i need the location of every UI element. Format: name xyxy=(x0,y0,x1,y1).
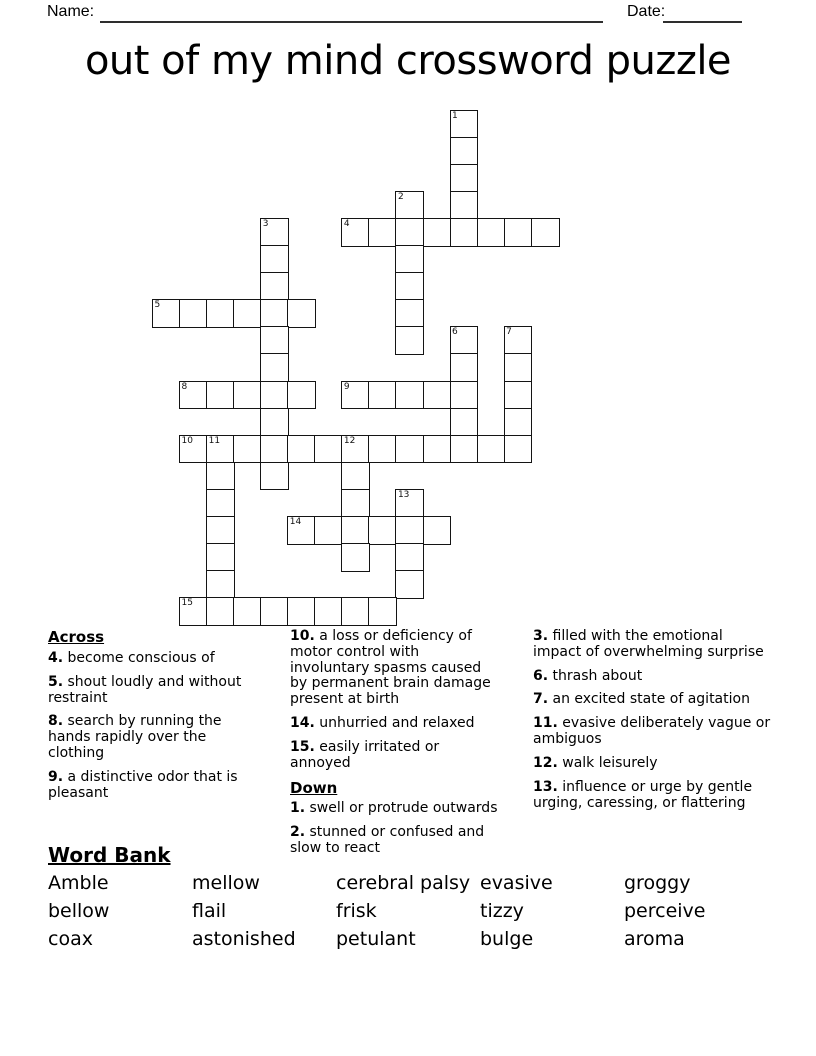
grid-cell[interactable] xyxy=(368,516,397,545)
word-bank-heading: Word Bank xyxy=(48,843,171,867)
grid-cell-number: 12 xyxy=(343,435,356,446)
grid-cell[interactable] xyxy=(450,408,479,437)
grid-cell-number: 5 xyxy=(154,300,161,311)
grid-cell[interactable] xyxy=(287,516,316,545)
grid-cell[interactable] xyxy=(206,597,235,626)
grid-cell[interactable] xyxy=(341,489,370,518)
grid-cell[interactable] xyxy=(450,110,479,139)
clue-number: 9. xyxy=(48,768,64,785)
clue-number: 15. xyxy=(290,738,315,755)
word-bank-word: mellow xyxy=(192,872,260,894)
grid-cell[interactable] xyxy=(206,299,235,328)
clue-number: 4. xyxy=(48,649,64,666)
clues-section-heading: Down xyxy=(290,778,338,797)
grid-cell[interactable] xyxy=(233,435,262,464)
grid-cell[interactable] xyxy=(368,435,397,464)
grid-cell-number: 7 xyxy=(506,327,512,338)
grid-cell[interactable] xyxy=(504,408,533,437)
grid-cell[interactable] xyxy=(260,326,289,355)
grid-cell[interactable] xyxy=(368,381,397,410)
grid-cell[interactable] xyxy=(395,191,424,220)
word-bank-word: perceive xyxy=(624,900,706,922)
word-bank-word: tizzy xyxy=(480,900,524,922)
clue-number: 13. xyxy=(533,778,558,795)
clue-number: 1. xyxy=(290,800,306,817)
grid-cell-number: 8 xyxy=(181,381,188,392)
grid-cell[interactable] xyxy=(450,435,479,464)
clue-number: 7. xyxy=(533,691,549,708)
grid-cell-number: 3 xyxy=(262,219,269,230)
grid-cell[interactable] xyxy=(260,218,289,247)
grid-cell-number: 15 xyxy=(181,597,193,608)
clue: 13. influence or urge by gentle urging, caressing, or flattering xyxy=(533,778,753,811)
grid-cell[interactable] xyxy=(341,381,370,410)
grid-cell[interactable] xyxy=(206,381,235,410)
grid-cell[interactable] xyxy=(206,570,235,599)
word-bank-word: Amble xyxy=(48,872,109,894)
grid-cell[interactable] xyxy=(477,218,506,247)
grid-cell[interactable] xyxy=(260,245,289,274)
clue: 1. swell or protrude outwards xyxy=(290,800,498,817)
grid-cell[interactable] xyxy=(450,191,479,220)
grid-cell[interactable] xyxy=(395,570,424,599)
word-bank-word: frisk xyxy=(336,900,377,922)
grid-cell-number: 13 xyxy=(397,489,410,500)
page-title: out of my mind crossword puzzle xyxy=(84,38,732,84)
clue-number: 10. xyxy=(290,628,315,644)
grid-cell[interactable] xyxy=(287,381,316,410)
grid-cell[interactable] xyxy=(423,435,452,464)
grid-cell-number: 14 xyxy=(289,516,302,527)
grid-cell[interactable] xyxy=(206,543,235,572)
date-label: Date: xyxy=(627,3,666,20)
grid-cell[interactable] xyxy=(504,326,533,355)
grid-cell[interactable] xyxy=(423,381,452,410)
clue: 12. walk leisurely xyxy=(533,754,658,771)
grid-cell[interactable] xyxy=(260,408,289,437)
clue: 4. become conscious of xyxy=(48,649,215,666)
name-label: Name: xyxy=(47,3,95,20)
grid-cell[interactable] xyxy=(206,435,235,464)
grid-cell-number: 4 xyxy=(343,219,350,230)
grid-cell[interactable] xyxy=(395,245,424,274)
grid-cell[interactable] xyxy=(450,326,479,355)
grid-cell[interactable] xyxy=(423,218,452,247)
clue: 14. unhurried and relaxed xyxy=(290,715,475,732)
word-bank-word: aroma xyxy=(624,928,685,950)
grid-cell[interactable] xyxy=(423,516,452,545)
clue-number: 2. xyxy=(290,824,306,841)
grid-cell[interactable] xyxy=(314,435,343,464)
grid-cell[interactable] xyxy=(450,218,479,247)
clue: 3. filled with the emotional impact of overwhelming surprise xyxy=(533,628,764,660)
grid-cell[interactable] xyxy=(395,299,424,328)
clue-column xyxy=(48,629,265,809)
grid-cell[interactable] xyxy=(477,435,506,464)
grid-cell[interactable] xyxy=(395,272,424,301)
grid-cell[interactable] xyxy=(341,435,370,464)
clue-number: 8. xyxy=(48,713,64,730)
grid-cell[interactable] xyxy=(395,489,424,518)
grid-cell-number: 9 xyxy=(343,381,350,392)
clue-number: 6. xyxy=(533,667,549,684)
grid-cell[interactable] xyxy=(287,299,316,328)
grid-cell[interactable] xyxy=(260,435,289,464)
grid-cell[interactable] xyxy=(395,381,424,410)
grid-cell[interactable] xyxy=(341,218,370,247)
word-bank-word: petulant xyxy=(336,928,416,950)
grid-cell[interactable] xyxy=(179,435,208,464)
clue-number: 12. xyxy=(533,754,558,771)
grid-cell[interactable] xyxy=(233,597,262,626)
clue-number: 14. xyxy=(290,715,315,732)
grid-cell[interactable] xyxy=(395,326,424,355)
clue-column xyxy=(290,629,502,865)
grid-cell[interactable] xyxy=(206,489,235,518)
grid-cell[interactable] xyxy=(152,299,181,328)
grid-cell[interactable] xyxy=(260,299,289,328)
grid-cell[interactable] xyxy=(504,435,533,464)
grid-cell[interactable] xyxy=(179,597,208,626)
grid-cell[interactable] xyxy=(206,516,235,545)
grid-cell-number: 2 xyxy=(397,192,404,203)
clue-number: 5. xyxy=(48,673,64,690)
grid-cell[interactable] xyxy=(341,543,370,572)
grid-cell[interactable] xyxy=(450,137,479,166)
grid-cell[interactable] xyxy=(504,353,533,382)
grid-cell[interactable] xyxy=(179,299,208,328)
clue: 10. a loss or deficiency of motor control with involuntary spasms caused by permanent brain damage present at birth xyxy=(290,628,491,708)
word-bank-word: groggy xyxy=(624,872,691,894)
grid-cell-number: 6 xyxy=(452,327,458,338)
grid-cell[interactable] xyxy=(341,516,370,545)
grid-cell[interactable] xyxy=(260,597,289,626)
grid-cell[interactable] xyxy=(260,353,289,382)
clue: 8. search by running the hands rapidly over the clothing xyxy=(48,713,222,761)
clue: 5. shout loudly and without restraint xyxy=(48,673,242,706)
word-bank-word: flail xyxy=(192,900,227,922)
grid-cell-number: 1 xyxy=(452,111,458,121)
grid-cell[interactable] xyxy=(287,435,316,464)
grid-cell[interactable] xyxy=(450,353,479,382)
clue-number: 11. xyxy=(533,715,558,732)
grid-cell[interactable] xyxy=(341,462,370,491)
grid-cell[interactable] xyxy=(260,381,289,410)
word-bank-word: bulge xyxy=(480,928,534,950)
clues-section-heading: Across xyxy=(48,628,105,646)
grid-cell[interactable] xyxy=(450,164,479,193)
word-bank-word: cerebral palsy xyxy=(336,872,471,894)
grid-cell[interactable] xyxy=(368,597,397,626)
grid-cell[interactable] xyxy=(368,218,397,247)
grid-cell-number: 10 xyxy=(181,435,193,446)
clue-number: 3. xyxy=(533,628,549,644)
grid-cell[interactable] xyxy=(531,218,560,247)
word-bank-words xyxy=(48,872,768,956)
grid-cell[interactable] xyxy=(233,381,262,410)
grid-cell[interactable] xyxy=(450,381,479,410)
grid-cell[interactable] xyxy=(260,462,289,491)
clue-column xyxy=(533,629,773,819)
grid-cell[interactable] xyxy=(395,218,424,247)
grid-cell[interactable] xyxy=(504,381,533,410)
grid-cell[interactable] xyxy=(206,462,235,491)
grid-cell[interactable] xyxy=(179,381,208,410)
clue: 7. an excited state of agitation xyxy=(533,691,750,708)
word-bank-word: evasive xyxy=(480,872,553,894)
clue: 9. a distinctive odor that is pleasant xyxy=(48,768,238,801)
clue: 11. evasive deliberately vague or ambiguos xyxy=(533,715,771,748)
grid-cell[interactable] xyxy=(395,543,424,572)
grid-cell[interactable] xyxy=(260,272,289,301)
grid-cell-number: 11 xyxy=(208,435,221,446)
grid-cell[interactable] xyxy=(341,597,370,626)
clue: 6. thrash about xyxy=(533,667,643,684)
clue: 15. easily irritated or annoyed xyxy=(290,738,440,771)
grid-cell[interactable] xyxy=(287,597,316,626)
grid-cell[interactable] xyxy=(395,435,424,464)
grid-cell[interactable] xyxy=(395,516,424,545)
grid-cell[interactable] xyxy=(314,516,343,545)
word-bank-word: bellow xyxy=(48,900,110,922)
clue: 2. stunned or confused and slow to react xyxy=(290,824,485,857)
grid-cell[interactable] xyxy=(504,218,533,247)
grid-cell[interactable] xyxy=(233,299,262,328)
word-bank-word: coax xyxy=(48,928,93,950)
grid-cell[interactable] xyxy=(314,597,343,626)
word-bank-word: astonished xyxy=(192,928,296,950)
